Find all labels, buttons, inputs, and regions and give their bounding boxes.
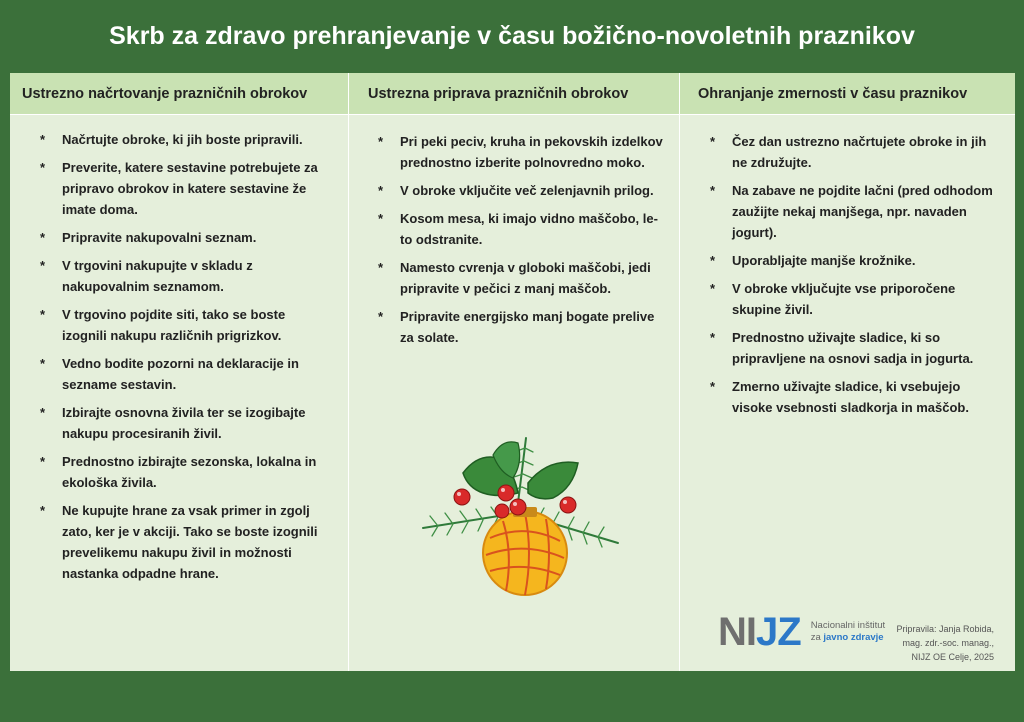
column-moderation	[710, 131, 1002, 425]
logo-text	[811, 620, 885, 644]
list-item: * Prednostno uživajte sladice, ki so pripravljene na osnovi sadja in jogurta.	[710, 327, 1002, 369]
column-planning	[40, 129, 332, 591]
list-item: * Vedno bodite pozorni na deklaracije in sezname sestavin.	[40, 353, 332, 395]
list-item: * Prednostno izbirajte sezonska, lokalna in ekološka živila.	[40, 451, 332, 493]
column-divider	[348, 73, 349, 671]
column-heading-preparation: Ustrezna priprava prazničnih obrokov	[368, 86, 629, 102]
credits-line: NIJZ OE Celje, 2025	[911, 652, 994, 662]
list-item: * Uporabljajte manjše krožnike.	[710, 250, 1002, 271]
credits	[896, 622, 994, 664]
list-item: * Kosom mesa, ki imajo vidno maščobo, le-to odstranite.	[378, 208, 670, 250]
list-item: * Pripravite nakupovalni seznam.	[40, 227, 332, 248]
list-item: * Ne kupujte hrane za vsak primer in zgolj zato, ker je v akciji. Tako se boste izognili prevelikemu nakupu živil in možnosti nastanka odpadne hrane.	[40, 500, 332, 584]
list-item: * Pripravite energijsko manj bogate prelive za solate.	[378, 306, 670, 348]
list-item: * Na zabave ne pojdite lačni (pred odhodom zaužijte nekaj manjšega, npr. navaden jogurt).	[710, 180, 1002, 243]
list-item: * Pri peki peciv, kruha in pekovskih izdelkov prednostno izberite polnovredno moko.	[378, 131, 670, 173]
moderation-list	[710, 131, 1002, 418]
logo-line-1: Nacionalni inštitut	[810, 620, 886, 631]
credits-line: mag. zdr.-soc. manag.,	[902, 638, 994, 648]
list-item: * Zmerno uživajte sladice, ki vsebujejo visoke vsebnosti sladkorja in maščob.	[710, 376, 1002, 418]
list-item: * V trgovini nakupujte v skladu z nakupovalnim seznamom.	[40, 255, 332, 297]
list-item: * V trgovino pojdite siti, tako se boste izognili nakupu različnih prigrizkov.	[40, 304, 332, 346]
column-heading-planning: Ustrezno načrtovanje prazničnih obrokov	[22, 86, 308, 102]
column-preparation	[378, 131, 670, 355]
logo-line-2: za javno zdravje	[810, 632, 884, 643]
planning-list	[40, 129, 332, 584]
list-item: * Namesto cvrenja v globoki maščobi, jedi pripravite v pečici z manj maščob.	[378, 257, 670, 299]
column-divider	[679, 73, 680, 671]
header-row	[10, 73, 1015, 115]
list-item: * Čez dan ustrezno načrtujete obroke in jih ne združujte.	[710, 131, 1002, 173]
credits-line: Pripravila: Janja Robida,	[896, 624, 994, 634]
column-heading-moderation: Ohranjanje zmernosti v času praznikov	[698, 86, 968, 102]
list-item: * V obroke vključite več zelenjavnih prilog.	[378, 180, 670, 201]
logo-mark: NIJZ	[718, 610, 801, 654]
christmas-ornament-illustration	[418, 433, 623, 603]
list-item: * V obroke vključujte vse priporočene skupine živil.	[710, 278, 1002, 320]
list-item: * Načrtujte obroke, ki jih boste pripravili.	[40, 129, 332, 150]
preparation-list	[378, 131, 670, 348]
page-title: Skrb za zdravo prehranjevanje v času božično-novoletnih praznikov	[109, 22, 915, 50]
list-item: * Preverite, katere sestavine potrebujete za pripravo obrokov in katere sestavine že imate doma.	[40, 157, 332, 220]
nijz-logo	[718, 612, 885, 652]
list-item: * Izbirajte osnovna živila ter se izogibajte nakupu procesiranih živil.	[40, 402, 332, 444]
